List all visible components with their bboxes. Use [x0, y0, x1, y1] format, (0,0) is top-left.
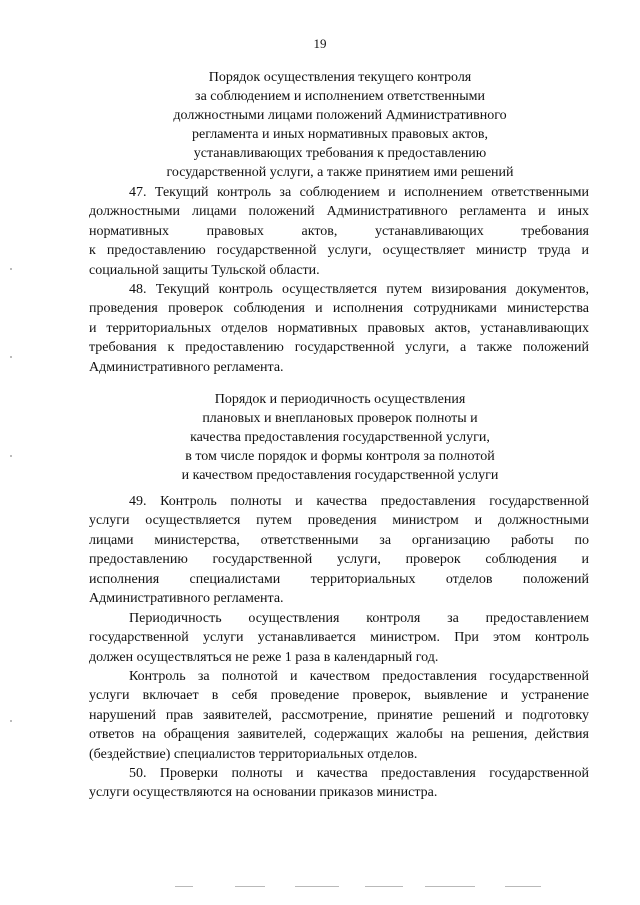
- scan-mark: [235, 886, 265, 887]
- paragraph-control-scope: [89, 667, 589, 764]
- paragraph-line: проведения проверок соблюдения и исполнения сотрудниками министерства: [89, 301, 589, 317]
- paragraph-line: нормативных правовых актов, устанавливающих требования: [89, 223, 589, 239]
- paragraph-line: государственной услуги устанавливается министром. При этом контроль: [89, 630, 589, 646]
- paragraph-48: [89, 280, 589, 377]
- heading-line: и качеством предоставления государственной услуги: [181, 468, 499, 483]
- scan-artifact: [10, 720, 12, 722]
- paragraph-line: (бездействие) специалистов территориальных отделов.: [89, 746, 418, 762]
- paragraph-47: [89, 183, 589, 280]
- paragraph-50: [89, 764, 589, 803]
- paragraph-line: услуги осуществляется путем проведения министром и должностными: [89, 513, 589, 529]
- paragraph-line: требования к предоставлению государственной услуги, а также положений: [89, 340, 589, 356]
- paragraph-line: и территориальных отделов нормативных правовых актов, устанавливающих: [89, 320, 589, 336]
- scan-mark: [295, 886, 339, 887]
- paragraph-line: должен осуществляться не реже 1 раза в календарный год.: [89, 649, 439, 665]
- paragraph-line: Контроль за полнотой и качеством предоставления государственной: [129, 669, 589, 684]
- paragraph-line: должностными лицами положений Административного регламента и иных: [89, 204, 589, 220]
- paragraph-line: 47. Текущий контроль за соблюдением и исполнением ответственными: [129, 185, 589, 200]
- paragraph-line: Административного регламента.: [89, 359, 284, 375]
- heading-line: устанавливающих требования к предоставлению: [193, 146, 487, 161]
- paragraph-line: к предоставлению государственной услуги, осуществляет министр труда и: [89, 243, 589, 259]
- scan-mark: [425, 886, 475, 887]
- paragraph-line: Периодичность осуществления контроля за предоставлением: [129, 611, 589, 626]
- section-heading-inspections: [90, 390, 590, 485]
- paragraph-line: социальной защиты Тульской области.: [89, 262, 320, 278]
- scan-artifact: [10, 268, 12, 270]
- scan-mark: [175, 886, 193, 887]
- paragraph-49: [89, 492, 589, 608]
- paragraph-periodicity: [89, 609, 589, 667]
- paragraph-line: Административного регламента.: [89, 591, 284, 607]
- paragraph-line: услуги включает в себя проведение проверок, выявление и устранение: [89, 688, 589, 704]
- paragraph-line: 49. Контроль полноты и качества предоставления государственной: [129, 494, 589, 509]
- paragraph-line: 48. Текущий контроль осуществляется путем визирования документов,: [129, 282, 589, 297]
- heading-line: государственной услуги, а также принятием ими решений: [166, 165, 514, 180]
- scan-artifact: [10, 455, 12, 457]
- heading-line: за соблюдением и исполнением ответственными: [195, 89, 485, 104]
- heading-line: в том числе порядок и формы контроля за полнотой: [185, 449, 495, 464]
- scan-mark: [505, 886, 541, 887]
- paragraph-line: лицами министерства, ответственными за организацию работы по: [89, 532, 589, 548]
- heading-line: плановых и внеплановых проверок полноты и: [202, 411, 478, 426]
- paragraph-line: предоставлению государственной услуги, проверок соблюдения и: [89, 552, 589, 568]
- section-heading-current-control: [90, 68, 590, 182]
- scan-bottom-marks: [175, 886, 575, 889]
- scan-mark: [365, 886, 403, 887]
- paragraph-line: 50. Проверки полноты и качества предоставления государственной: [129, 766, 589, 781]
- scan-artifact: [10, 356, 12, 358]
- paragraph-line: услуги осуществляются на основании приказов министра.: [89, 785, 438, 801]
- heading-line: качества предоставления государственной услуги,: [190, 430, 490, 445]
- heading-line: должностными лицами положений Административного: [173, 108, 507, 123]
- heading-line: Порядок и периодичность осуществления: [214, 392, 466, 407]
- paragraph-line: исполнения специалистами территориальных отделов положений: [89, 571, 589, 587]
- paragraph-line: нарушений прав заявителей, рассмотрение, принятие решений и подготовку: [89, 707, 589, 723]
- heading-line: регламента и иных нормативных правовых актов,: [191, 127, 489, 142]
- paragraph-line: ответов на обращения заявителей, содержащих жалобы на решения, действия: [89, 727, 589, 743]
- heading-line: Порядок осуществления текущего контроля: [208, 70, 472, 85]
- page-number: 19: [313, 36, 327, 51]
